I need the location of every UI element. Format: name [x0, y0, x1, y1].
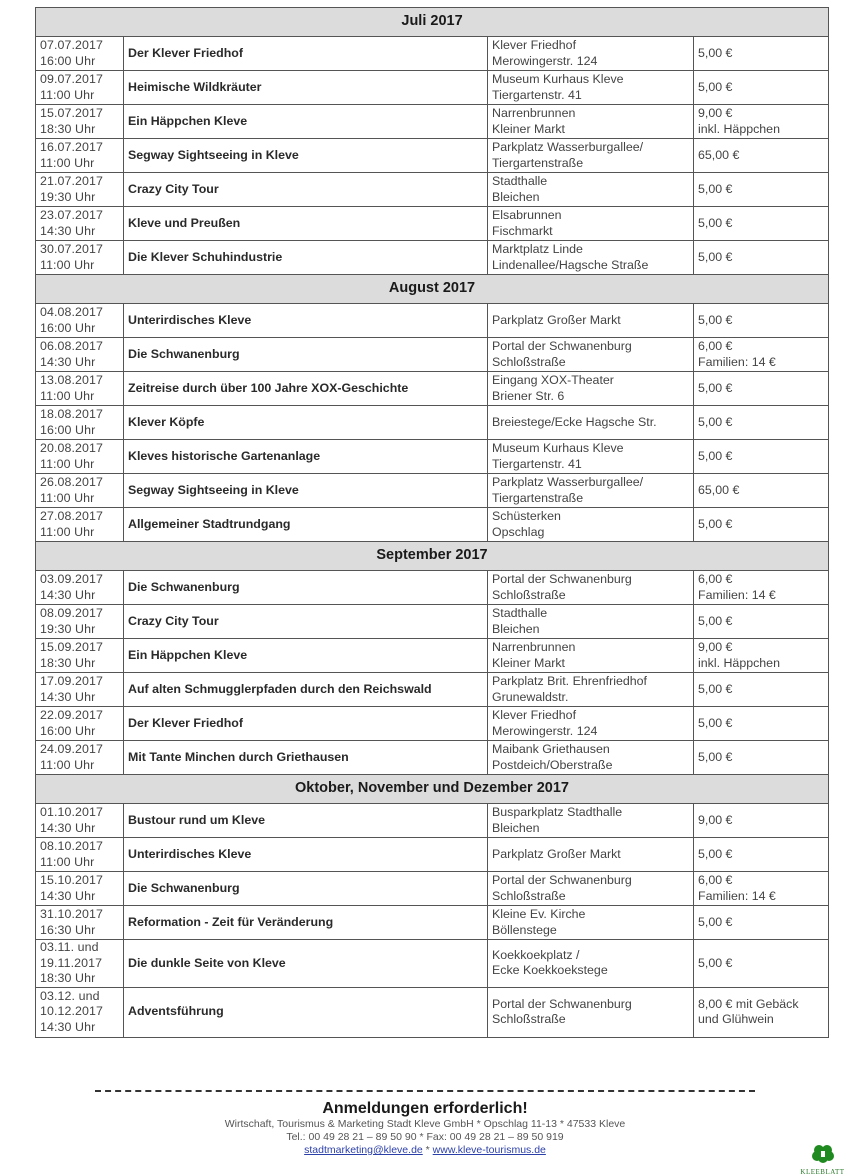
event-price: 8,00 € mit Gebäck und Glühwein [694, 987, 829, 1037]
event-price: 5,00 € [694, 207, 829, 241]
event-title: Die Schwanenburg [124, 571, 488, 605]
event-title: Reformation - Zeit für Veränderung [124, 906, 488, 940]
event-location: Stadthalle Bleichen [488, 173, 694, 207]
event-title: Die Schwanenburg [124, 338, 488, 372]
event-row [36, 906, 829, 940]
event-price: 9,00 € inkl. Häppchen [694, 639, 829, 673]
event-location: Schüsterken Opschlag [488, 508, 694, 542]
event-location: Parkplatz Großer Markt [488, 304, 694, 338]
event-location: Elsabrunnen Fischmarkt [488, 207, 694, 241]
event-price: 5,00 € [694, 605, 829, 639]
event-price: 5,00 € [694, 173, 829, 207]
month-heading: Oktober, November und Dezember 2017 [36, 775, 829, 804]
event-title: Klever Köpfe [124, 406, 488, 440]
event-row [36, 987, 829, 1037]
event-location: Kleine Ev. Kirche Böllenstege [488, 906, 694, 940]
event-price: 5,00 € [694, 440, 829, 474]
event-price: 5,00 € [694, 508, 829, 542]
dashed-divider [95, 1090, 755, 1092]
clover-icon [810, 1143, 836, 1165]
event-location: Busparkplatz Stadthalle Bleichen [488, 804, 694, 838]
event-location: Portal der Schwanenburg Schloßstraße [488, 571, 694, 605]
event-price: 5,00 € [694, 372, 829, 406]
footer-heading: Anmeldungen erforderlich! [322, 1100, 528, 1117]
event-title: Adventsführung [124, 987, 488, 1037]
event-location: Marktplatz Linde Lindenallee/Hagsche Straße [488, 241, 694, 275]
event-location: Narrenbrunnen Kleiner Markt [488, 105, 694, 139]
event-date: 23.07.2017 14:30 Uhr [36, 207, 124, 241]
event-location: Museum Kurhaus Kleve Tiergartenstr. 41 [488, 440, 694, 474]
event-date: 15.10.2017 14:30 Uhr [36, 872, 124, 906]
event-date: 03.12. und 10.12.2017 14:30 Uhr [36, 987, 124, 1037]
event-date: 01.10.2017 14:30 Uhr [36, 804, 124, 838]
event-date: 09.07.2017 11:00 Uhr [36, 71, 124, 105]
event-row [36, 707, 829, 741]
event-price: 6,00 € Familien: 14 € [694, 571, 829, 605]
event-title: Crazy City Tour [124, 173, 488, 207]
event-location: Breiestege/Ecke Hagsche Str. [488, 406, 694, 440]
event-date: 07.07.2017 16:00 Uhr [36, 37, 124, 71]
event-location: Maibank Griethausen Postdeich/Oberstraße [488, 741, 694, 775]
event-row [36, 372, 829, 406]
event-date: 13.08.2017 11:00 Uhr [36, 372, 124, 406]
month-heading: August 2017 [36, 275, 829, 304]
event-price: 5,00 € [694, 906, 829, 940]
event-location: Portal der Schwanenburg Schloßstraße [488, 872, 694, 906]
event-price: 5,00 € [694, 741, 829, 775]
event-row [36, 605, 829, 639]
event-price: 5,00 € [694, 940, 829, 988]
event-row [36, 37, 829, 71]
footer-links [0, 1144, 850, 1157]
event-row [36, 71, 829, 105]
event-date: 04.08.2017 16:00 Uhr [36, 304, 124, 338]
event-row [36, 406, 829, 440]
event-location: Portal der Schwanenburg Schloßstraße [488, 987, 694, 1037]
event-row [36, 838, 829, 872]
event-row [36, 508, 829, 542]
event-location: Parkplatz Großer Markt [488, 838, 694, 872]
event-title: Die Klever Schuhindustrie [124, 241, 488, 275]
footer-phone: Tel.: 00 49 28 21 – 89 50 90 * Fax: 00 49 28 21 – 89 50 919 [286, 1131, 564, 1143]
event-row [36, 673, 829, 707]
event-date: 03.11. und 19.11.2017 18:30 Uhr [36, 940, 124, 988]
event-date: 18.08.2017 16:00 Uhr [36, 406, 124, 440]
event-date: 22.09.2017 16:00 Uhr [36, 707, 124, 741]
event-location: Koekkoekplatz / Ecke Koekkoekstege [488, 940, 694, 988]
event-date: 06.08.2017 14:30 Uhr [36, 338, 124, 372]
event-row [36, 741, 829, 775]
event-price: 6,00 € Familien: 14 € [694, 338, 829, 372]
event-title: Der Klever Friedhof [124, 707, 488, 741]
event-date: 03.09.2017 14:30 Uhr [36, 571, 124, 605]
event-location: Portal der Schwanenburg Schloßstraße [488, 338, 694, 372]
event-row [36, 241, 829, 275]
schedule-body [36, 8, 829, 1038]
month-header-row [36, 775, 829, 804]
event-date: 30.07.2017 11:00 Uhr [36, 241, 124, 275]
event-title: Zeitreise durch über 100 Jahre XOX-Geschichte [124, 372, 488, 406]
month-header-row [36, 8, 829, 37]
month-heading: Juli 2017 [36, 8, 829, 37]
event-price: 5,00 € [694, 673, 829, 707]
event-date: 20.08.2017 11:00 Uhr [36, 440, 124, 474]
event-title: Unterirdisches Kleve [124, 304, 488, 338]
event-price: 5,00 € [694, 37, 829, 71]
event-row [36, 207, 829, 241]
event-date: 08.09.2017 19:30 Uhr [36, 605, 124, 639]
event-title: Auf alten Schmugglerpfaden durch den Reichswald [124, 673, 488, 707]
event-date: 15.09.2017 18:30 Uhr [36, 639, 124, 673]
event-schedule-table [35, 7, 829, 1038]
event-title: Kleves historische Gartenanlage [124, 440, 488, 474]
event-title: Mit Tante Minchen durch Griethausen [124, 741, 488, 775]
event-date: 08.10.2017 11:00 Uhr [36, 838, 124, 872]
event-location: Stadthalle Bleichen [488, 605, 694, 639]
event-row [36, 474, 829, 508]
logo-text: KLEEBLATT [800, 1168, 845, 1176]
event-location: Eingang XOX-Theater Briener Str. 6 [488, 372, 694, 406]
event-price: 5,00 € [694, 71, 829, 105]
event-title: Heimische Wildkräuter [124, 71, 488, 105]
event-row [36, 639, 829, 673]
event-row [36, 804, 829, 838]
event-price: 6,00 € Familien: 14 € [694, 872, 829, 906]
event-price: 65,00 € [694, 139, 829, 173]
event-price: 65,00 € [694, 474, 829, 508]
event-location: Klever Friedhof Merowingerstr. 124 [488, 37, 694, 71]
event-title: Unterirdisches Kleve [124, 838, 488, 872]
event-title: Segway Sightseeing in Kleve [124, 139, 488, 173]
event-date: 21.07.2017 19:30 Uhr [36, 173, 124, 207]
event-date: 16.07.2017 11:00 Uhr [36, 139, 124, 173]
event-location: Parkplatz Wasserburgallee/ Tiergartenstraße [488, 139, 694, 173]
event-row [36, 571, 829, 605]
event-title: Ein Häppchen Kleve [124, 639, 488, 673]
link-separator: * [422, 1144, 433, 1156]
website-link[interactable]: www.kleve-tourismus.de [432, 1144, 546, 1156]
event-row [36, 338, 829, 372]
footer-address: Wirtschaft, Tourismus & Marketing Stadt Kleve GmbH * Opschlag 11-13 * 47533 Kleve [224, 1118, 626, 1130]
event-location: Klever Friedhof Merowingerstr. 124 [488, 707, 694, 741]
event-row [36, 105, 829, 139]
event-location: Parkplatz Brit. Ehrenfriedhof Grunewaldstr. [488, 673, 694, 707]
event-title: Kleve und Preußen [124, 207, 488, 241]
event-row [36, 304, 829, 338]
event-title: Crazy City Tour [124, 605, 488, 639]
event-date: 15.07.2017 18:30 Uhr [36, 105, 124, 139]
event-date: 31.10.2017 16:30 Uhr [36, 906, 124, 940]
event-row [36, 940, 829, 988]
event-price: 5,00 € [694, 707, 829, 741]
kleeblatt-logo [795, 1143, 850, 1174]
month-heading: September 2017 [36, 542, 829, 571]
event-price: 9,00 € inkl. Häppchen [694, 105, 829, 139]
event-date: 24.09.2017 11:00 Uhr [36, 741, 124, 775]
footer [0, 1090, 850, 1157]
event-location: Museum Kurhaus Kleve Tiergartenstr. 41 [488, 71, 694, 105]
event-title: Allgemeiner Stadtrundgang [124, 508, 488, 542]
event-price: 5,00 € [694, 838, 829, 872]
event-row [36, 440, 829, 474]
event-date: 26.08.2017 11:00 Uhr [36, 474, 124, 508]
month-header-row [36, 542, 829, 571]
event-title: Bustour rund um Kleve [124, 804, 488, 838]
event-title: Ein Häppchen Kleve [124, 105, 488, 139]
event-location: Narrenbrunnen Kleiner Markt [488, 639, 694, 673]
event-title: Der Klever Friedhof [124, 37, 488, 71]
event-title: Die Schwanenburg [124, 872, 488, 906]
event-price: 9,00 € [694, 804, 829, 838]
event-title: Die dunkle Seite von Kleve [124, 940, 488, 988]
event-date: 17.09.2017 14:30 Uhr [36, 673, 124, 707]
email-link[interactable]: stadtmarketing@kleve.de [304, 1144, 423, 1156]
event-price: 5,00 € [694, 406, 829, 440]
event-price: 5,00 € [694, 241, 829, 275]
event-row [36, 872, 829, 906]
event-price: 5,00 € [694, 304, 829, 338]
event-row [36, 139, 829, 173]
event-title: Segway Sightseeing in Kleve [124, 474, 488, 508]
month-header-row [36, 275, 829, 304]
event-location: Parkplatz Wasserburgallee/ Tiergartenstraße [488, 474, 694, 508]
event-row [36, 173, 829, 207]
event-date: 27.08.2017 11:00 Uhr [36, 508, 124, 542]
